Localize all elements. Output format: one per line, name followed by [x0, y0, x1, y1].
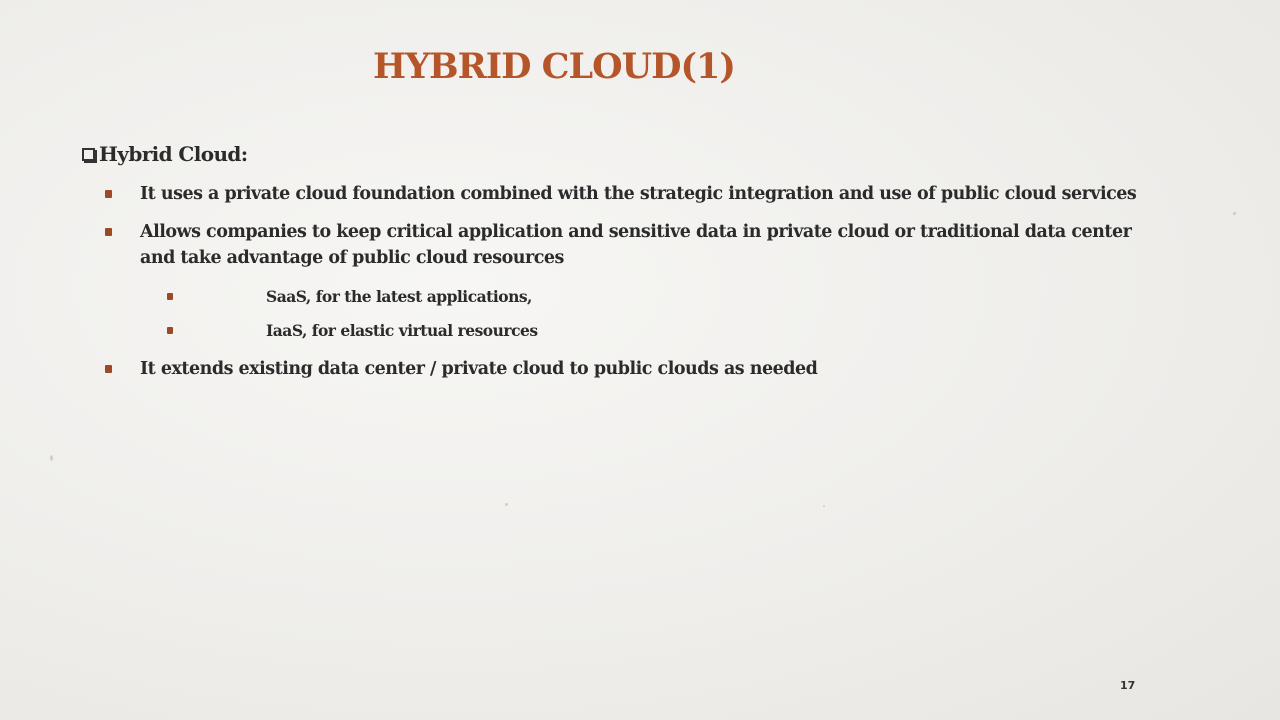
- slide-content: [82, 140, 1162, 382]
- sub-bullet-text: IaaS, for elastic virtual resources: [266, 321, 538, 340]
- bullet-text: It extends existing data center / private cloud to public clouds as needed: [140, 359, 818, 379]
- square-bullet-icon: [167, 327, 173, 334]
- slide-title: HYBRID CLOUD(1): [373, 46, 735, 87]
- sub-bullet-text: SaaS, for the latest applications,: [266, 287, 532, 306]
- square-bullet-icon: [105, 190, 112, 198]
- slide-number: 17: [1120, 679, 1136, 692]
- square-bullet-icon: [105, 365, 112, 373]
- checkbox-icon: [82, 148, 95, 161]
- section-heading-text: Hybrid Cloud:: [99, 142, 248, 166]
- list-item: [82, 286, 1162, 308]
- paper-speck: [505, 503, 508, 506]
- list-item: [82, 320, 1162, 342]
- square-bullet-icon: [105, 228, 112, 236]
- bullet-text: It uses a private cloud foundation combined with the strategic integration and use of public cloud services: [140, 184, 1137, 204]
- paper-speck: [823, 505, 825, 507]
- list-item: [82, 181, 1150, 207]
- paper-speck: [1233, 212, 1236, 215]
- square-bullet-icon: [167, 293, 173, 300]
- section-heading: [82, 140, 1162, 168]
- list-item: [82, 356, 1150, 382]
- bullet-text: Allows companies to keep critical application and sensitive data in private cloud or traditional data center and take advantage of public cloud resources: [140, 222, 1132, 268]
- bullet-list: [82, 181, 1162, 382]
- list-item: [82, 219, 1150, 271]
- paper-speck: [50, 455, 53, 461]
